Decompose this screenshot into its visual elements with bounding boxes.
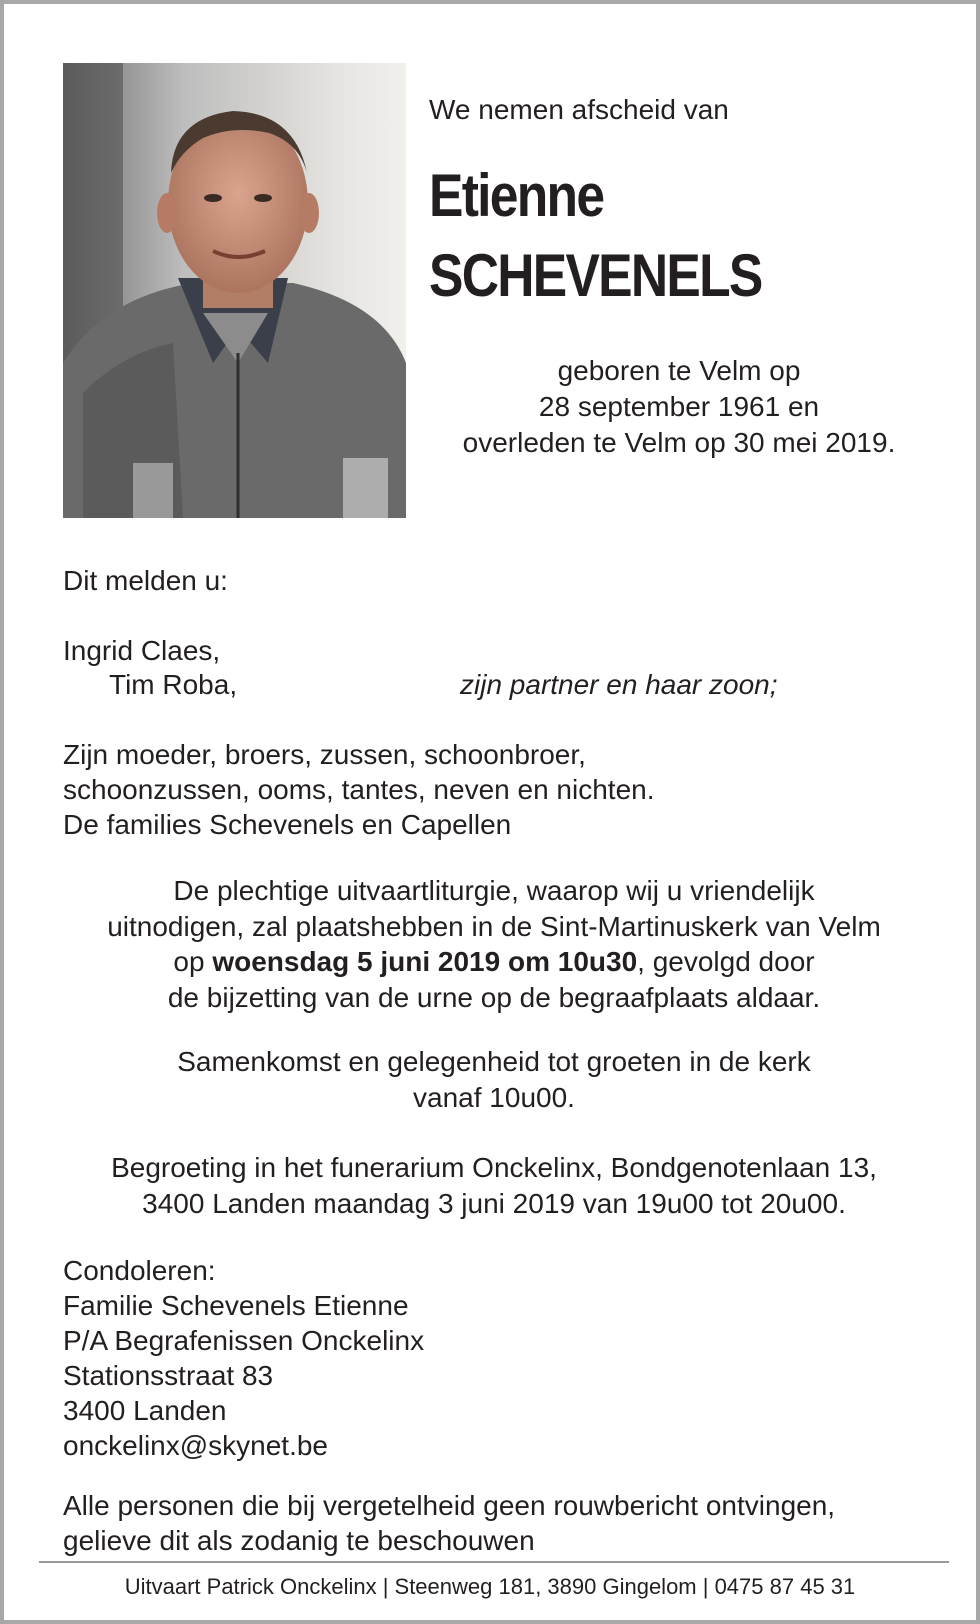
- notice-line: gelieve dit als zodanig te beschouwen: [63, 1525, 535, 1556]
- gathering-line: vanaf 10u00.: [413, 1081, 575, 1113]
- born-line: overleden te Velm op 30 mei 2019.: [462, 427, 896, 458]
- address-line: Familie Schevenels Etienne: [63, 1290, 409, 1321]
- ceremony-datetime: woensdag 5 juni 2019 om 10u30: [212, 946, 638, 977]
- relation-text: zijn partner en haar zoon;: [460, 669, 778, 700]
- address-line: P/A Begrafenissen Onckelinx: [63, 1325, 425, 1356]
- ceremony-line-date: [44, 944, 944, 980]
- born-line: 28 september 1961 en: [538, 391, 820, 422]
- email-link[interactable]: onckelinx@skynet.be: [63, 1430, 329, 1461]
- address-line: 3400 Landen: [63, 1395, 227, 1426]
- greeting-line: Begroeting in het funerarium Onckelinx, Bondgenotenlaan 13,: [111, 1152, 877, 1183]
- ceremony-line: De plechtige uitvaartliturgie, waarop wij u vriendelijk: [173, 875, 815, 906]
- ceremony-post: , gevolgd door: [637, 946, 815, 977]
- birth-death-info: [429, 353, 929, 461]
- intro-text: We nemen afscheid van: [429, 94, 729, 125]
- family-line: De families Schevenels en Capellen: [63, 809, 512, 840]
- announce-intro: Dit melden u:: [63, 565, 228, 596]
- condolences-address: [63, 1253, 424, 1463]
- greeting-line: 3400 Landen maandag 3 juni 2019 van 19u00 tot 20u00.: [142, 1187, 846, 1219]
- ceremony-line: uitnodigen, zal plaatshebben in de Sint-Martinuskerk van Velm: [107, 910, 881, 942]
- greeting-info: [44, 1150, 944, 1221]
- footer-divider: [39, 1561, 949, 1563]
- first-name: Etienne: [429, 162, 604, 229]
- born-line: geboren te Velm op: [557, 355, 801, 386]
- footer-text: Uitvaart Patrick Onckelinx | Steenweg 181, 3890 Gingelom | 0475 87 45 31: [124, 1574, 856, 1599]
- ceremony-pre: op: [173, 946, 213, 977]
- ceremony-line: de bijzetting van de urne op de begraafplaats aldaar.: [167, 981, 821, 1013]
- deceased-name: [429, 156, 762, 316]
- family-line: Zijn moeder, broers, zussen, schoonbroer,: [63, 739, 586, 770]
- notice: [63, 1488, 835, 1558]
- gathering-line: Samenkomst en gelegenheid tot groeten in de kerk: [177, 1046, 811, 1077]
- gathering-info: [44, 1044, 944, 1115]
- partner-name: Ingrid Claes,: [63, 635, 221, 666]
- last-name: SCHEVENELS: [429, 242, 762, 309]
- son-name: Tim Roba,: [109, 669, 238, 700]
- notice-line: Alle personen die bij vergetelheid geen rouwbericht ontvingen,: [63, 1490, 836, 1521]
- family-list: [63, 737, 655, 842]
- family-line: schoonzussen, ooms, tantes, neven en nichten.: [63, 774, 655, 805]
- portrait-photo: [63, 63, 406, 518]
- address-line: Stationsstraat 83: [63, 1360, 274, 1391]
- condolences-title: Condoleren:: [63, 1255, 216, 1286]
- ceremony-info: [44, 873, 944, 1015]
